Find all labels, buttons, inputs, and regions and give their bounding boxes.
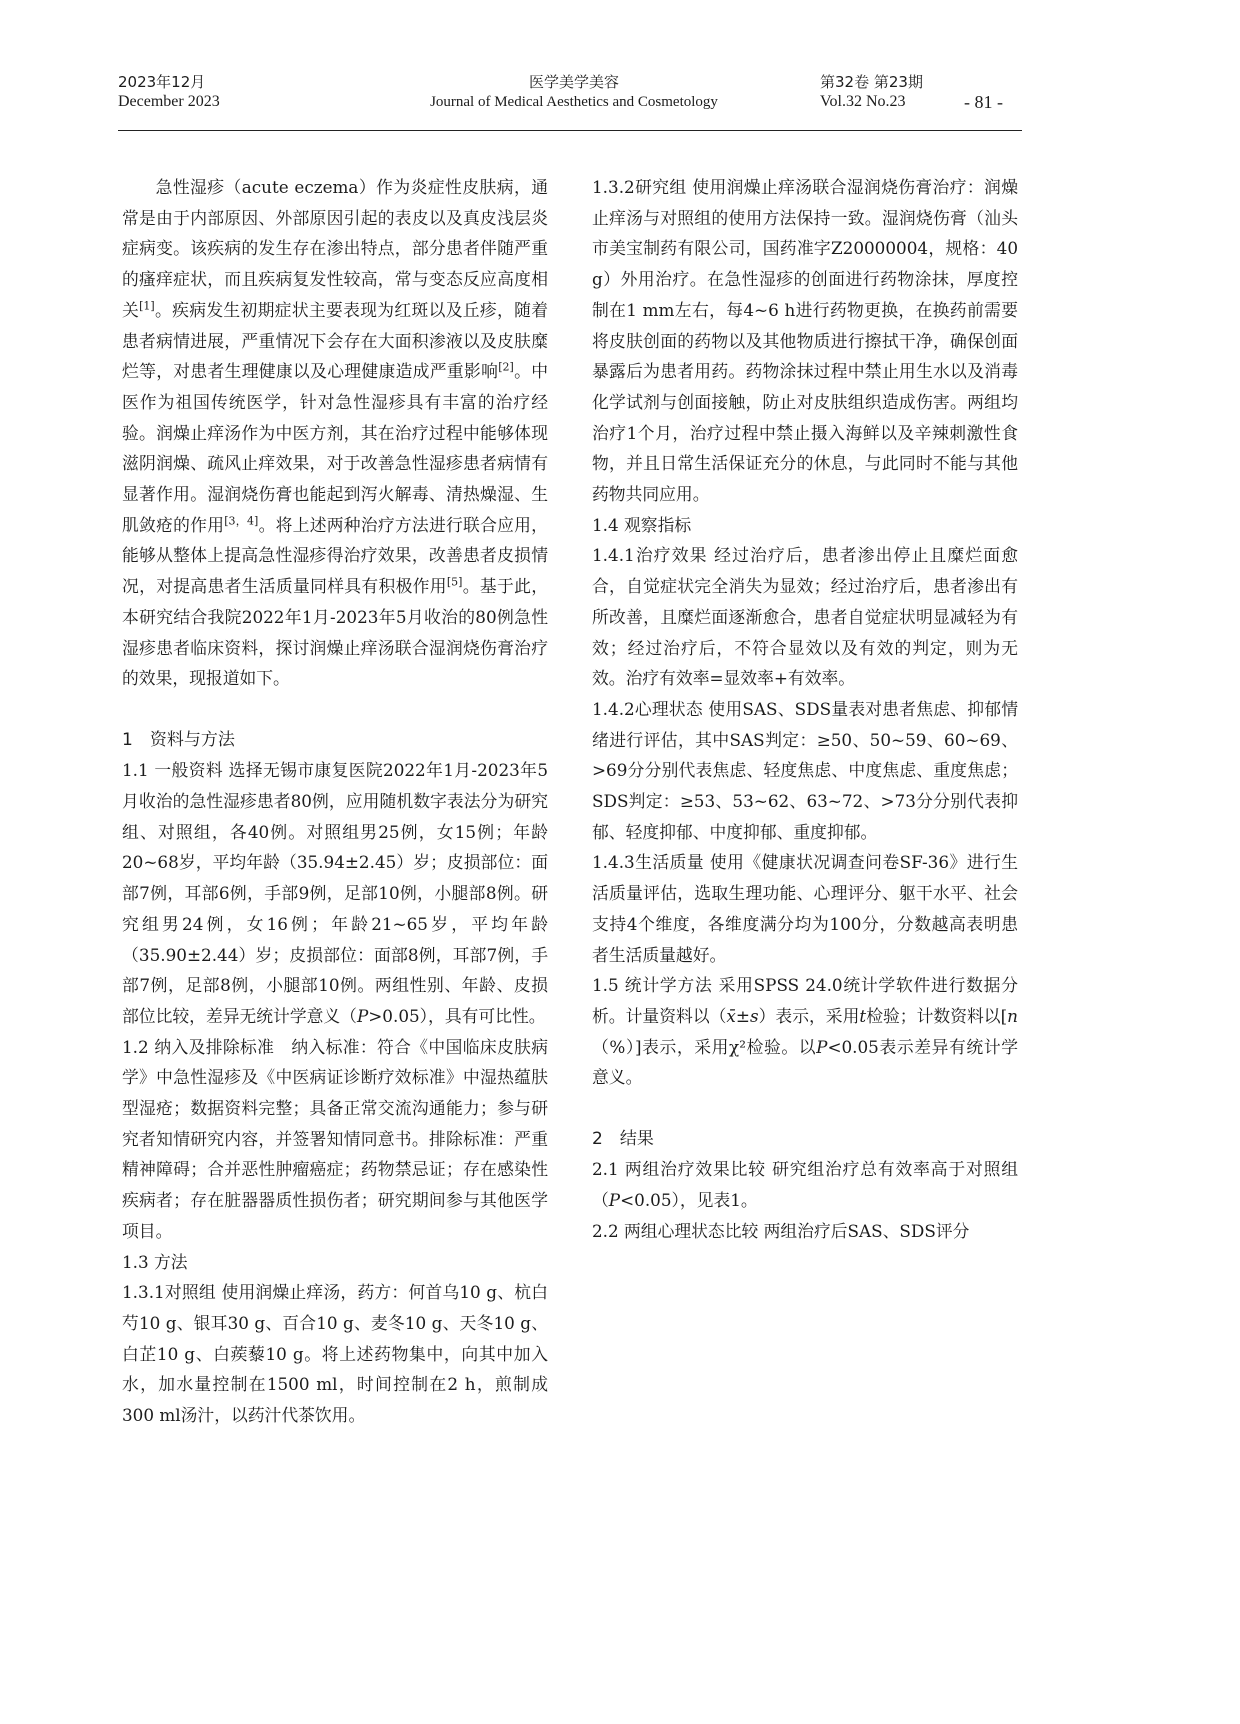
header-volume-cn: 第32卷 第23期 — [820, 73, 923, 91]
citation-1: [1] — [139, 299, 155, 313]
section-1-heading: 1 资料与方法 — [122, 729, 235, 750]
section-1-3-1-paragraph: 1.3.1对照组 使用润燥止痒汤，药方：何首乌10 g、杭白芍10 g、银耳30 g、百合10 g、麦冬10 g、天冬10 g、白芷10 g、白蒺藜10 g。将上述药物集中，向其中加入水，加水量控制在1500 ml，时间控制在2 h，煎制成300 ml汤汁，以药汁代茶饮用。 — [122, 1282, 548, 1426]
section-2-2-paragraph: 2.2 两组心理状态比较 两组治疗后SAS、SDS评分 — [592, 1220, 970, 1241]
header-volume-en: Vol.32 No.23 — [820, 93, 906, 110]
header-rule — [118, 130, 1022, 131]
header-date-en: December 2023 — [118, 93, 220, 110]
section-1-4-2-paragraph: 1.4.2心理状态 使用SAS、SDS量表对患者焦虑、抑郁情绪进行评估，其中SAS判定：≥50、50~59、60~69、>69分分别代表焦虑、轻度焦虑、中度焦虑、重度焦虑；SDS判定：≥53、53~62、63~72、>73分分别代表抑郁、轻度抑郁、中度抑郁、重度抑郁。 — [592, 698, 1018, 842]
section-1-5-paragraph: 1.5 统计学方法 采用SPSS 24.0统计学软件进行数据分析。计量资料以（x̄±s）表示，采用t检验；计数资料以[n（%）]表示，采用χ²检验。以P<0.05表示差异有统计学意义。 — [592, 975, 1018, 1088]
header-volume — [820, 72, 923, 112]
section-1-4-3-paragraph: 1.4.3生活质量 使用《健康状况调查问卷SF-36》进行生活质量评估，选取生理功能、心理评分、躯干水平、社会支持4个维度，各维度满分均为100分，分数越高表明患者生活质量越好。 — [592, 852, 1018, 965]
section-1-4-heading: 1.4 观察指标 — [592, 514, 692, 535]
citation-5: [5] — [446, 575, 463, 589]
left-column — [122, 172, 548, 1431]
page-number: - 81 - — [964, 92, 1003, 112]
intro-paragraph: 急性湿疹（acute eczema）作为炎症性皮肤病，通常是由于内部原因、外部原因引起的表皮以及真皮浅层炎症病变。该疾病的发生存在渗出特点，部分患者伴随严重的瘙痒症状，而且疾病复发性较高，常与变态反应高度相关[1]。疾病发生初期症状主要表现为红斑以及丘疹，随着患者病情进展，严重情况下会存在大面积渗液以及皮肤糜烂等，对患者生理健康以及心理健康造成严重影响[2]。中医作为祖国传统医学，针对急性湿疹具有丰富的治疗经验。润燥止痒汤作为中医方剂，其在治疗过程中能够体现滋阴润燥、疏风止痒效果，对于改善急性湿疹患者病情有显著作用。湿润烧伤膏也能起到泻火解毒、清热燥湿、生肌敛疮的作用[3，4]。将上述两种治疗方法进行联合应用，能够从整体上提高急性湿疹得治疗效果，改善患者皮损情况，对提高患者生活质量同样具有积极作用[5]。基于此，本研究结合我院2022年1月-2023年5月收治的80例急性湿疹患者临床资料，探讨润燥止痒汤联合湿润烧伤膏治疗的效果，现报道如下。 — [122, 177, 548, 689]
section-1-3-heading: 1.3 方法 — [122, 1251, 188, 1272]
citation-2: [2] — [498, 360, 514, 374]
right-column — [592, 172, 1018, 1247]
section-2-1-paragraph: 2.1 两组治疗效果比较 研究组治疗总有效率高于对照组（P<0.05），见表1。 — [592, 1159, 1018, 1211]
header-journal-en: Journal of Medical Aesthetics and Cosmetology — [430, 94, 718, 110]
header-journal-cn: 医学美学美容 — [528, 73, 619, 91]
section-1-3-2-paragraph: 1.3.2研究组 使用润燥止痒汤联合湿润烧伤膏治疗：润燥止痒汤与对照组的使用方法保持一致。湿润烧伤膏（汕头市美宝制药有限公司，国药准字Z20000004，规格：40 g）外用治疗。在急性湿疹的创面进行药物涂抹，厚度控制在1 mm左右，每4~6 h进行药物更换，在换药前需要将皮肤创面的药物以及其他物质进行擦拭干净，确保创面暴露后为患者用药。药物涂抹过程中禁止用生水以及消毒化学试剂与创面接触，防止对皮肤组织造成伤害。两组均治疗1个月，治疗过程中禁止摄入海鲜以及辛辣刺激性食物，并且日常生活保证充分的休息，与此同时不能与其他药物共同应用。 — [592, 177, 1018, 505]
section-1-4-1-paragraph: 1.4.1治疗效果 经过治疗后，患者渗出停止且糜烂面愈合，自觉症状完全消失为显效；经过治疗后，患者渗出有所改善，且糜烂面逐渐愈合，患者自觉症状明显减轻为有效；经过治疗后，不符合显效以及有效的判定，则为无效。治疗有效率=显效率+有效率。 — [592, 545, 1018, 689]
citation-3-4: [3，4] — [224, 514, 259, 528]
section-2-heading: 2 结果 — [592, 1128, 654, 1149]
header-date-cn: 2023年12月 — [118, 73, 206, 91]
section-1-2-paragraph: 1.2 纳入及排除标准 纳入标准：符合《中国临床皮肤病学》中急性湿疹及《中医病证诊断疗效标准》中湿热蕴肤型湿疮；数据资料完整；具备正常交流沟通能力；参与研究者知情研究内容，并签署知情同意书。排除标准：严重精神障碍；合并恶性肿瘤癌症；药物禁忌证；存在感染性疾病者；存在脏器器质性损伤者；研究期间参与其他医学项目。 — [122, 1036, 548, 1241]
section-1-1-paragraph: 1.1 一般资料 选择无锡市康复医院2022年1月-2023年5月收治的急性湿疹患者80例，应用随机数字表法分为研究组、对照组，各40例。对照组男25例，女15例；年龄20~68岁，平均年龄（35.94±2.45）岁；皮损部位：面部7例，耳部6例，手部9例，足部10例，小腿部8例。研究组男24例，女16例；年龄21~65岁，平均年龄（35.90±2.44）岁；皮损部位：面部8例，耳部7例，手部7例，足部8例，小腿部10例。两组性别、年龄、皮损部位比较，差异无统计学意义（P>0.05），具有可比性。 — [122, 760, 548, 1026]
